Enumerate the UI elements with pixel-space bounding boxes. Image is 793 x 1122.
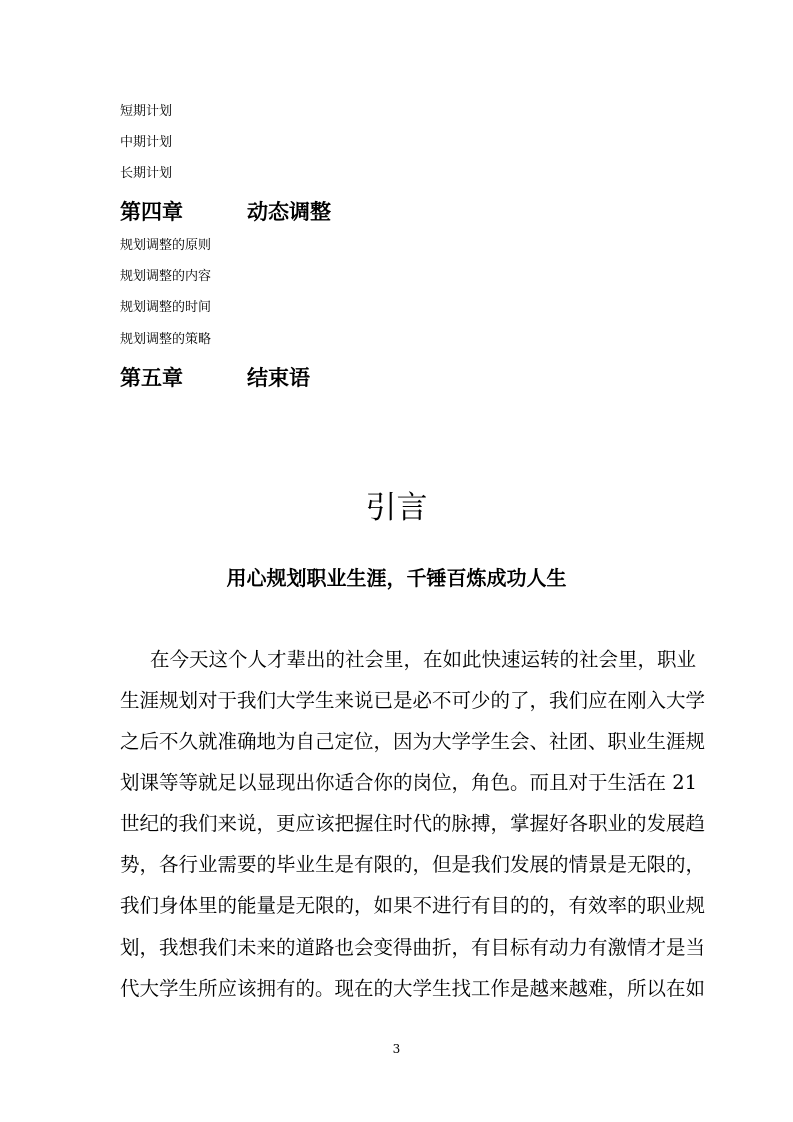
- chapter-title: 结束语: [247, 366, 310, 390]
- paragraph-line: 代大学生所应该拥有的。现在的大学生找工作是越来越难，所以在如: [120, 977, 706, 1000]
- toc-item: 规划调整的时间: [120, 300, 212, 315]
- chapter-number: 第五章: [120, 366, 183, 390]
- toc-item: 中期计划: [120, 135, 173, 150]
- section-subtitle: 用心规划职业生涯，千锤百炼成功人生: [226, 566, 567, 590]
- paragraph-line: 划课等等就足以显现出你适合你的岗位，角色。而且对于生活在 21: [120, 771, 698, 794]
- toc-item: 长期计划: [120, 166, 173, 181]
- chapter-title: 动态调整: [247, 200, 331, 224]
- toc-item: 短期计划: [120, 104, 173, 119]
- paragraph-line: 划，我想我们未来的道路也会变得曲折，有目标有动力有激情才是当: [120, 936, 706, 959]
- paragraph-line: 生涯规划对于我们大学生来说已是必不可少的了，我们应在刚入大学: [120, 689, 706, 712]
- toc-item: 规划调整的策略: [120, 332, 212, 347]
- paragraph-line: 在今天这个人才辈出的社会里，在如此快速运转的社会里，职业: [150, 648, 697, 671]
- paragraph-line: 势，各行业需要的毕业生是有限的，但是我们发展的情景是无限的，: [120, 853, 706, 876]
- chapter-number: 第四章: [120, 200, 183, 224]
- paragraph-line: 世纪的我们来说，更应该把握住时代的脉搏，掌握好各职业的发展趋: [120, 812, 706, 835]
- toc-item: 规划调整的原则: [120, 238, 212, 253]
- section-title: 引言: [365, 490, 428, 526]
- page-number: 3: [392, 1042, 401, 1056]
- paragraph-line: 我们身体里的能量是无限的，如果不进行有目的的，有效率的职业规: [120, 894, 706, 917]
- paragraph-line: 之后不久就准确地为自己定位，因为大学学生会、社团、职业生涯规: [120, 730, 706, 753]
- toc-item: 规划调整的内容: [120, 269, 212, 284]
